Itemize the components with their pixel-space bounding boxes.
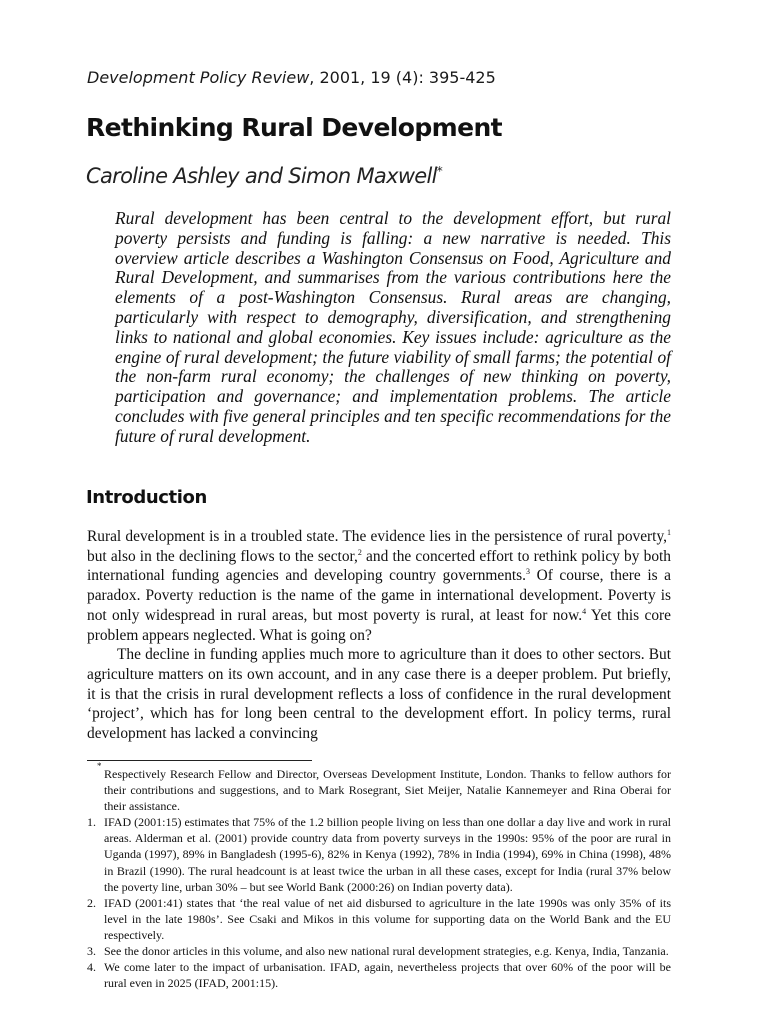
footnote-text: IFAD (2001:41) states that ‘the real value of net aid disbursed to agriculture in the late 1990s was only 35% of its level in the late 1980s’. See Csaki and Mikos in this volume for supporting data on the World Bank and the EU respectively.	[104, 895, 671, 942]
sentence-text: Rural development is in a troubled state. The evidence lies in the persistence of rural poverty,	[87, 528, 667, 545]
footnote-text: See the donor articles in this volume, and also new national rural development strategies, e.g. Kenya, India, Tanzania.	[104, 944, 669, 959]
footnote-marker: *	[97, 761, 102, 771]
body-paragraph: The decline in funding applies much more to agriculture than it does to other sectors. But agriculture matters on its own account, and in any case there is a deeper problem. Put briefly, it is that the crisis in rural development reflects a loss of confidence in the rural development ‘project’, which has for long been central to the development effort. In policy terms, rural development has lacked a convincing	[87, 646, 671, 743]
sentence-text: and the concerted effort to rethink policy by both international funding agencies and developing country governments.	[87, 547, 671, 585]
journal-volume-pages: , 2001, 19 (4): 395-425	[309, 68, 496, 87]
footnote-item	[87, 959, 671, 991]
journal-citation	[87, 68, 496, 87]
footnote-item	[87, 943, 671, 959]
footnote-separator	[87, 760, 312, 761]
author-footnote-marker[interactable]: *	[436, 164, 443, 178]
footnote-ref[interactable]: 3	[526, 567, 531, 577]
footnote-ref[interactable]: 4	[582, 606, 587, 616]
footnote-item	[87, 814, 671, 894]
footnote-text: Respectively Research Fellow and Director, Overseas Development Institute, London. Thanks to fellow authors for their contributions and suggestions, and to Mark Rosegrant, Siet Meijer, Natalie Kannemeyer and Rina Oberai for their assistance.	[104, 767, 671, 814]
article-authors	[86, 164, 442, 188]
footnote-author	[87, 761, 671, 814]
footnote-number: 1.	[87, 815, 96, 830]
abstract: Rural development has been central to the development effort, but rural poverty persists and funding is falling: a new narrative is needed. This overview article describes a Washington Consensus on Food, Agriculture and Rural Development, and summarises from the various contributions here the elements of a post-Washington Consensus. Rural areas are changing, particularly with respect to demography, diversification, and strengthening links to national and global economies. Key issues include: agriculture as the engine of rural development; the future viability of small farms; the potential of the non-farm rural economy; the challenges of new thinking on poverty, participation and governance; and implementation problems. The article concludes with five general principles and ten specific recommendations for the future of rural development.	[115, 208, 671, 446]
article-title: Rethinking Rural Development	[86, 113, 502, 142]
section-heading-introduction: Introduction	[86, 487, 207, 508]
footnote-text: IFAD (2001:15) estimates that 75% of the 1.2 billion people living on less than one dollar a day live and work in rural areas. Alderman et al. (2001) provide country data from poverty surveys in the 1990s: 95% of the poor are rural in Uganda (1997), 89% in Bangladesh (1995-6), 82% in Kenya (1992), 78% in India (1994), 69% in China (1998), 48% in Brazil (1990). The rural headcount is at least twice the urban in all these cases, except for India (rural 37% below the poverty line, urban 30% – but see World Bank (2000:26) on Indian poverty data).	[104, 815, 671, 894]
footnote-number: 2.	[87, 895, 96, 910]
footnote-text: We come later to the impact of urbanisation. IFAD, again, nevertheless projects that over 60% of the poor will be rural even in 2025 (IFAD, 2001:15).	[104, 960, 671, 991]
sentence-text: Yet this core problem appears neglected. What is going on?	[87, 606, 671, 644]
footnote-number: 4.	[87, 960, 96, 975]
author-names: Caroline Ashley and Simon Maxwell	[86, 164, 437, 188]
footnote-item	[87, 895, 671, 943]
sentence-text: Of course, there is a paradox. Poverty reduction is the name of the game in international development. Poverty is not only widespread in rural areas, but most poverty is rural, at least for now.	[87, 567, 671, 624]
footnote-ref[interactable]: 1	[667, 528, 671, 537]
footnote-ref[interactable]: 2	[357, 547, 362, 557]
body-paragraph	[87, 527, 671, 645]
footnote-number: 3.	[87, 944, 96, 959]
sentence-text: but also in the declining flows to the sector,	[87, 547, 358, 565]
body-text	[87, 527, 671, 744]
journal-name: Development Policy Review	[87, 68, 310, 87]
footnotes	[87, 761, 671, 991]
